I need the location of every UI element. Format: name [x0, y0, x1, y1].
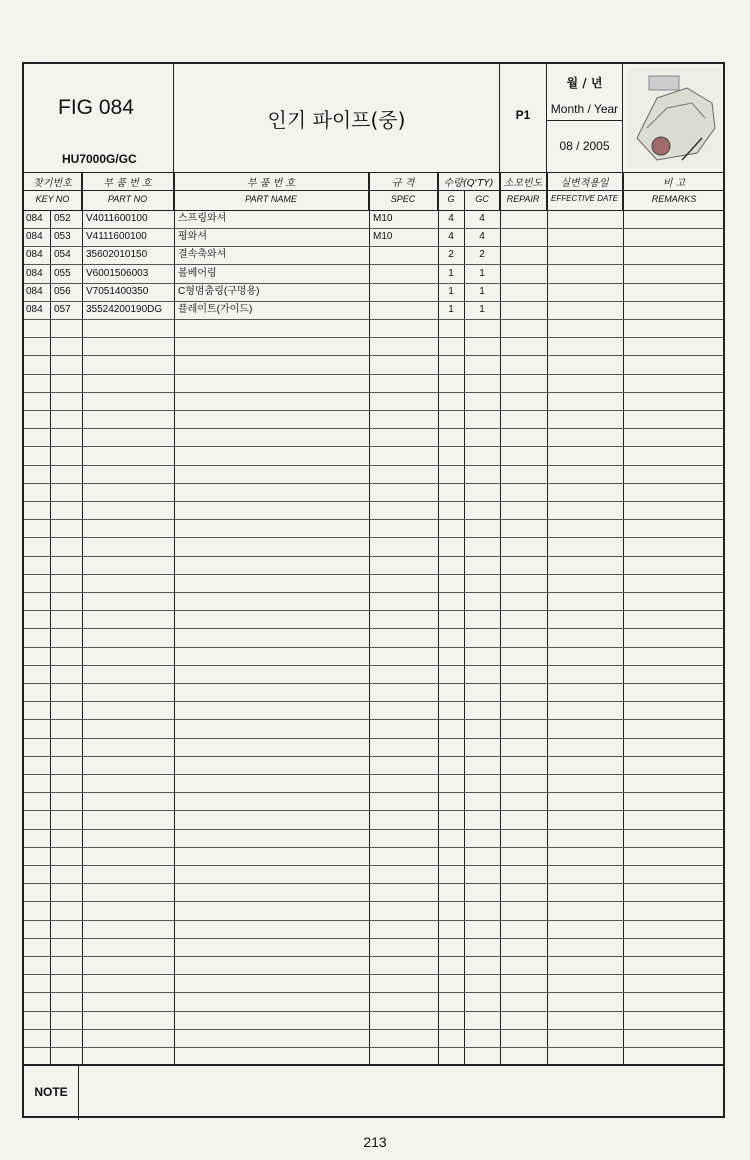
table-row — [24, 938, 723, 957]
table-row — [24, 829, 723, 848]
cell-part-no: V4011600100 — [86, 213, 148, 224]
table-row — [24, 610, 723, 629]
col-spec-ko: 규 격 — [391, 178, 415, 189]
cell-name: 스프링와셔 — [178, 213, 227, 224]
cell-fig: 084 — [26, 213, 43, 224]
col-part-no-en: PART NO — [107, 194, 148, 204]
table-row — [24, 428, 723, 447]
cell-fig: 084 — [26, 285, 43, 297]
month-year-label-en: Month / Year — [550, 102, 619, 116]
page-cell — [500, 64, 547, 172]
table-row — [24, 301, 723, 320]
cell-part-no: 35524200190DG — [86, 304, 163, 315]
cell-g: 1 — [448, 267, 454, 279]
col-part-no — [82, 172, 174, 210]
cell-spec — [373, 265, 436, 283]
cell-g: 4 — [448, 213, 454, 224]
table-row — [24, 447, 723, 466]
note-label-cell — [24, 1066, 79, 1120]
parts-table-frame — [22, 62, 725, 1118]
cell-part-no: V4111600100 — [86, 231, 147, 243]
table-row — [24, 592, 723, 611]
cell-g: 1 — [448, 285, 454, 297]
table-row — [24, 665, 723, 684]
col-effective-date — [547, 172, 623, 210]
table-row — [24, 265, 723, 284]
cell-name: C형멈춤링(구멍용) — [178, 285, 260, 297]
cell-spec — [373, 246, 436, 264]
table-row — [24, 683, 723, 702]
table-row — [24, 501, 723, 520]
cell-gc: 1 — [479, 304, 485, 315]
table-row — [24, 774, 723, 793]
col-eff-ko: 실변적용일 — [560, 178, 609, 189]
cell-spec: M10 — [373, 213, 393, 224]
cell-key: 056 — [54, 285, 71, 297]
col-repair-en: REPAIR — [506, 194, 540, 204]
table-row — [24, 811, 723, 830]
table-row — [24, 283, 723, 302]
table-row — [24, 410, 723, 429]
table-row — [24, 538, 723, 557]
fig-cell — [24, 64, 174, 172]
table-row — [24, 756, 723, 775]
table-row — [24, 210, 723, 229]
machine-thumbnail — [623, 64, 725, 172]
col-remarks-ko: 비 고 — [662, 178, 686, 189]
cell-spec — [373, 283, 436, 301]
table-row — [24, 556, 723, 575]
table-row — [24, 647, 723, 666]
cell-spec — [373, 301, 436, 319]
note-label: NOTE — [34, 1085, 68, 1099]
fig-number: FIG 084 — [58, 96, 134, 119]
col-qty-gc: GC — [475, 194, 489, 204]
page-code: P1 — [515, 108, 531, 122]
col-key — [24, 172, 82, 210]
table-row — [24, 847, 723, 866]
cell-key: 057 — [54, 304, 71, 315]
table-row — [24, 374, 723, 393]
cell-key: 053 — [54, 231, 71, 243]
table-row — [24, 1029, 723, 1048]
cell-g: 2 — [448, 249, 454, 261]
cell-gc: 1 — [479, 285, 485, 297]
note-section — [24, 1064, 723, 1120]
table-row — [24, 865, 723, 884]
col-repair-ko: 소모빈도 — [503, 178, 543, 189]
table-row — [24, 902, 723, 921]
table-row — [24, 228, 723, 247]
column-headers — [24, 172, 723, 211]
cell-gc: 2 — [479, 249, 485, 261]
col-key-en: KEY NO — [35, 194, 70, 204]
table-row — [24, 974, 723, 993]
cell-key: 055 — [54, 267, 71, 279]
model-name: HU7000G/GC — [62, 152, 137, 166]
table-row — [24, 246, 723, 265]
table-row — [24, 392, 723, 411]
col-repair — [500, 172, 547, 210]
table-row — [24, 1011, 723, 1030]
month-year-value: 08 / 2005 — [559, 139, 610, 153]
cell-fig: 084 — [26, 231, 43, 243]
machine-illustration-icon — [627, 68, 721, 168]
table-row — [24, 720, 723, 739]
table-row — [24, 792, 723, 811]
cell-fig: 084 — [26, 249, 43, 261]
table-row — [24, 483, 723, 502]
cell-gc: 4 — [479, 213, 485, 224]
table-row — [24, 738, 723, 757]
col-qty — [438, 172, 500, 210]
col-qty-ko: 수량(Q'TY) — [443, 178, 494, 189]
col-spec-en: SPEC — [390, 194, 416, 204]
col-eff-en: EFFECTIVE DATE — [551, 194, 618, 203]
cell-part-no: V6001506003 — [86, 267, 149, 279]
col-remarks — [623, 172, 725, 210]
table-row — [24, 629, 723, 648]
table-row — [24, 356, 723, 375]
col-part-name-ko: 부 품 번 호 — [246, 178, 296, 189]
cell-g: 1 — [448, 304, 454, 315]
cell-name: 평와셔 — [178, 231, 207, 243]
col-remarks-en: REMARKS — [651, 194, 697, 204]
table-header — [24, 64, 723, 173]
col-part-name-en: PART NAME — [245, 194, 297, 204]
cell-part-no: 35602010150 — [86, 249, 148, 261]
table-row — [24, 920, 723, 939]
page-number: 213 — [363, 1134, 387, 1150]
cell-key: 054 — [54, 249, 71, 261]
table-row — [24, 701, 723, 720]
page-title: 인기 파이프(중) — [267, 108, 406, 132]
table-row — [24, 465, 723, 484]
cell-gc: 4 — [479, 231, 485, 243]
table-row — [24, 574, 723, 593]
month-year-label-ko: 월 / 년 — [566, 76, 603, 90]
col-key-ko: 찾기번호 — [33, 178, 72, 189]
cell-gc: 1 — [479, 267, 485, 279]
cell-fig: 084 — [26, 267, 43, 279]
cell-name: 볼베어링 — [178, 267, 217, 279]
title-cell — [174, 64, 500, 172]
table-row — [24, 319, 723, 338]
table-row — [24, 337, 723, 356]
table-row — [24, 956, 723, 975]
cell-fig: 084 — [26, 304, 43, 315]
month-year-cell — [547, 64, 623, 172]
cell-part-no: V7051400350 — [86, 285, 149, 297]
table-row — [24, 883, 723, 902]
col-spec — [369, 172, 438, 210]
cell-spec: M10 — [373, 231, 393, 243]
table-row — [24, 993, 723, 1012]
col-part-no-ko: 부 품 번 호 — [103, 178, 152, 189]
col-part-name — [174, 172, 369, 210]
cell-key: 052 — [54, 213, 71, 224]
table-row — [24, 519, 723, 538]
cell-name: 결속축와셔 — [178, 249, 227, 261]
col-qty-g: G — [447, 194, 455, 204]
cell-name: 플레이트(가이드) — [178, 304, 253, 315]
cell-g: 4 — [448, 231, 454, 243]
